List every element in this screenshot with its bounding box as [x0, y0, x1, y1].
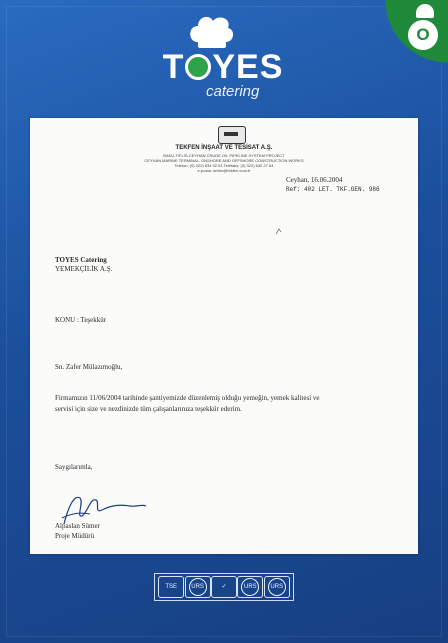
letter-reference: Ref: 402 LET. TKF.GEN. 986	[286, 186, 380, 193]
cert-label: TSE	[165, 584, 178, 590]
recipient-company: YEMEKÇİLİK A.Ş.	[55, 265, 113, 273]
brand-title: T YES	[162, 48, 284, 86]
letterhead-company: TEKFEN İNŞAAT VE TESİSAT A.Ş.	[175, 145, 273, 151]
corner-badge	[378, 0, 448, 70]
check-mark-icon	[211, 576, 237, 598]
cert-label: URS	[270, 584, 284, 590]
signer-title: Proje Müdürü	[55, 532, 95, 540]
letter-date: Ceyhan, 16.06.2004	[286, 176, 343, 184]
brand-o-mark	[185, 54, 211, 80]
urs-mark	[264, 576, 290, 598]
letter-body-line2: servisi için size ve nezdinizde tüm çalışanlarınıza teşekkür ederim.	[55, 405, 242, 413]
chef-hat-icon	[186, 12, 236, 50]
certification-strip	[154, 573, 294, 601]
urs-mark	[237, 576, 263, 598]
pen-mark	[274, 226, 284, 236]
letter-closing: Saygılarımla,	[55, 463, 93, 471]
letter-salutation: Sn. Zafer Mülazımoğlu,	[55, 363, 123, 371]
brand-logo	[148, 12, 298, 100]
thank-you-letter	[30, 118, 418, 554]
letter-body-line1: Firmamızın 11/06/2004 tarihinde şantiyemizde düzenlemiş olduğu yemeğin, yemek kalitesi ve	[55, 394, 320, 402]
letterhead-line1: BAKÜ-TİFLİS-CEYHAN CRUDE OIL PIPELINE SYSTEM PROJECT	[163, 153, 285, 158]
letterhead-email: e-posta: erbhn@tekfen.com.tr	[197, 168, 251, 173]
urs-mark	[185, 576, 211, 598]
cert-label: URS	[191, 584, 204, 590]
company-emblem-icon	[218, 126, 246, 144]
letterhead-contact: Telefon: (0) 322) 634 02 51 Telefaks: (0) 322) 630 27 64	[174, 163, 274, 168]
cert-label: URS	[244, 584, 257, 590]
signer-name: Alpaslan Sümer	[55, 522, 100, 530]
cert-label: ✓	[221, 584, 227, 590]
letter-subject: KONU : Teşekkür	[55, 316, 107, 324]
chef-hat-badge-icon	[416, 4, 434, 18]
letterhead-line2: CEYHAN MARINE TERMINAL, ONSHORE AND OFFSHORE CONSTRUCTION WORKS	[144, 158, 304, 163]
tse-mark	[158, 576, 184, 598]
brand-subtitle: catering	[206, 83, 260, 100]
o-badge-icon: O	[406, 18, 440, 52]
recipient-name: TOYES Catering	[55, 256, 107, 264]
